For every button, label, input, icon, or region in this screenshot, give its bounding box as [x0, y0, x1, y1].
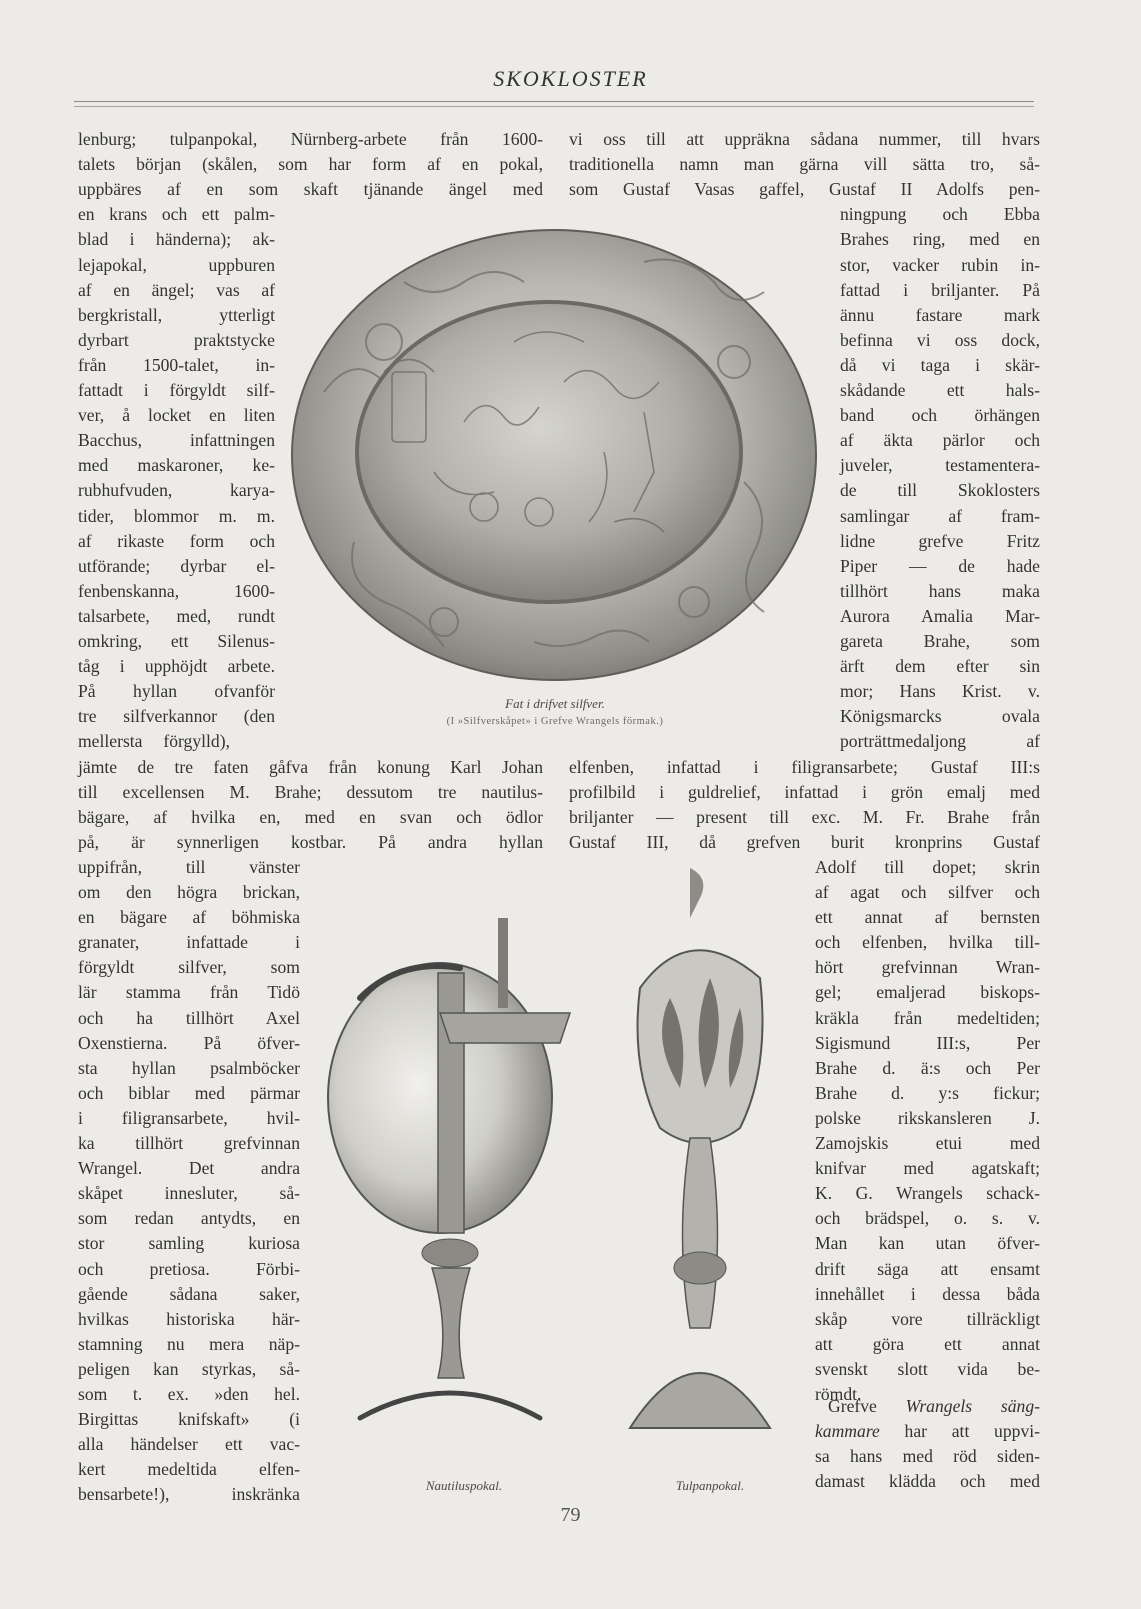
left-col-line: Bacchus, infattningen — [78, 430, 275, 451]
right-col-line: skåp vore tillräckligt — [815, 1308, 1040, 1329]
left-col-line: som t. ex. »den hel. — [78, 1384, 300, 1404]
right-col-line: af agat och silfver och — [815, 882, 1040, 902]
right-col-line: Man kan utan öfver- — [815, 1233, 1040, 1254]
silver-platter-illustration — [284, 222, 824, 688]
right-last-line-1: Grefve Wrangels säng- — [828, 1396, 1040, 1416]
tulip-angel-stem — [683, 1138, 718, 1328]
left-col-line: bergkristall, ytterligt — [78, 304, 275, 325]
right-col-line: fattad i briljanter. På — [840, 279, 1040, 300]
left-col-line: Wrangel. Det andra — [78, 1158, 300, 1179]
left-col-line: alla händelser ett vac- — [78, 1434, 300, 1455]
right-col-line: Brahe d. ä:s och Per — [815, 1057, 1040, 1078]
left-col-line: sta hyllan psalmböcker — [78, 1057, 300, 1078]
header-rule-top — [74, 101, 1034, 102]
page-number: 79 — [560, 1504, 581, 1526]
left-col-line: förgyldt silfver, som — [78, 957, 300, 978]
left-col-line: tåg i upphöjdt arbete. — [78, 656, 275, 677]
right-col-line: samlingar af fram- — [840, 505, 1040, 526]
left-col-line: af rikaste form och — [78, 530, 275, 551]
right-col-line: polske rikskansleren J. — [815, 1107, 1040, 1128]
left-col-line: På hyllan ofvanför — [78, 681, 275, 702]
left-col-line: till excellensen M. Brahe; dessutom tre nautilus- — [78, 781, 543, 802]
right-col-line: kräkla från medeltiden; — [815, 1007, 1040, 1028]
right-col-line: ett annat af bernsten — [815, 907, 1040, 928]
right-col-line: hört grefvinnan Wran- — [815, 957, 1040, 978]
right-col-line: gareta Brahe, som — [840, 631, 1040, 651]
left-col-line: tider, blommor m. m. — [78, 505, 275, 526]
left-col-line: lenburg; tulpanpokal, Nürnberg-arbete från 1600- — [78, 129, 543, 149]
right-col-line: Gustaf III, då grefven burit kronprins Gustaf — [569, 831, 1040, 852]
left-col-line: utförande; dyrbar el- — [78, 555, 275, 576]
right-col-line: af äkta pärlor och — [840, 430, 1040, 451]
right-col-line: mor; Hans Krist. v. — [840, 681, 1040, 702]
nautilus-stem — [432, 1268, 470, 1378]
right-col-line: ärft dem efter sin — [840, 656, 1040, 677]
left-col-line: fattadt i förgyldt silf- — [78, 380, 275, 400]
right-col-line: Brahe d. y:s fickur; — [815, 1082, 1040, 1103]
right-col-line: porträttmedaljong af — [840, 731, 1040, 752]
italic-phrase-2: kammare — [815, 1421, 880, 1441]
nautilus-knop — [422, 1239, 478, 1267]
left-col-line: omkring, ett Silenus- — [78, 631, 275, 651]
left-col-line: kert medeltida elfen- — [78, 1459, 300, 1480]
nautilus-finial — [498, 918, 508, 1008]
running-header: SKOKLOSTER — [493, 66, 648, 91]
right-last-line-4: damast klädda och med — [815, 1471, 1040, 1491]
header-rule-bottom — [74, 106, 1034, 107]
nautilus-foot — [360, 1393, 540, 1418]
left-col-line: bägare, af hvilka en, med en svan och ödlor — [78, 806, 543, 827]
left-col-line: blad i händerna); ak- — [78, 229, 275, 250]
left-col-line: med maskaroner, ke- — [78, 455, 275, 476]
right-col-line: och brädspel, o. s. v. — [815, 1208, 1040, 1229]
left-col-line: ver, å locket en liten — [78, 405, 275, 426]
left-col-line: granater, infattade i — [78, 932, 300, 953]
nautilus-caption: Nautiluspokal. — [425, 1478, 503, 1493]
left-col-line: jämte de tre faten gåfva från konung Karl Johan — [78, 756, 543, 777]
italic-phrase-1: Wrangels säng- — [905, 1396, 1040, 1416]
left-col-line: stor samling kuriosa — [78, 1233, 300, 1254]
nautilus-lid — [440, 1013, 570, 1043]
right-col-line: briljanter — present till exc. M. Fr. Brahe från — [569, 806, 1040, 827]
right-col-line: som Gustaf Vasas gaffel, Gustaf II Adolfs pen- — [569, 179, 1040, 200]
left-col-line: i filigransarbete, hvil- — [78, 1107, 300, 1128]
right-col-line: då vi taga i skär- — [840, 354, 1040, 375]
left-col-line: Oxenstierna. På öfver- — [78, 1032, 300, 1053]
left-col-line: af en ängel; vas af — [78, 279, 275, 300]
left-col-line: dyrbart praktstycke — [78, 329, 275, 350]
left-col-line: en bägare af böhmiska — [78, 907, 300, 928]
left-col-line: talsarbete, med, rundt — [78, 605, 275, 626]
right-col-line: römdt. — [815, 1384, 862, 1404]
left-col-line: från 1500-talet, in- — [78, 354, 275, 375]
right-col-line: Piper — de hade — [840, 555, 1040, 576]
right-col-line: skådande ett hals- — [840, 380, 1040, 400]
left-col-line: uppifrån, till vänster — [78, 856, 300, 877]
right-col-line: Sigismund III:s, Per — [815, 1032, 1040, 1053]
tulip-knop — [674, 1252, 726, 1284]
right-col-line: Brahes ring, med en — [840, 229, 1040, 250]
right-col-line: tillhört hans maka — [840, 580, 1040, 601]
right-col-line: drift säga att ensamt — [815, 1258, 1040, 1279]
right-col-line: de till Skoklosters — [840, 480, 1040, 501]
left-col-line: tre silfverkannor (den — [78, 706, 275, 727]
left-col-line: fenbenskanna, 1600- — [78, 580, 275, 601]
nautilus-mount-band — [438, 973, 464, 1233]
left-col-line: och pretiosa. Förbi- — [78, 1258, 300, 1279]
left-col-line: lär stamma från Tidö — [78, 982, 300, 1003]
tulip-foot — [630, 1373, 770, 1428]
right-last-line-3: sa hans med röd siden- — [815, 1446, 1040, 1466]
right-col-line: juveler, testamentera- — [840, 455, 1040, 476]
platter-caption-title: Fat i drifvet silfver. — [505, 696, 605, 711]
left-col-line: mellersta förgylld), — [78, 731, 230, 752]
right-col-line: traditionella namn man gärna vill sätta tro, så- — [569, 154, 1040, 175]
platter-well — [357, 302, 741, 602]
right-col-line: ningpung och Ebba — [840, 204, 1040, 225]
left-col-line: som redan antydts, en — [78, 1208, 300, 1229]
left-col-line: en krans och ett palm- — [78, 204, 275, 225]
right-col-line: knifvar med agatskaft; — [815, 1158, 1040, 1179]
left-col-line: bensarbete!), inskränka — [78, 1484, 300, 1505]
right-col-line: Adolf till dopet; skrin — [815, 856, 1040, 877]
right-col-line: profilbild i guldrelief, infattad i grön emalj med — [569, 781, 1040, 802]
left-col-line: ka tillhört grefvinnan — [78, 1133, 300, 1153]
left-col-line: om den högra brickan, — [78, 882, 300, 902]
left-col-line: lejapokal, uppburen — [78, 254, 275, 275]
right-col-line: elfenben, infattad i filigransarbete; Gustaf III:s — [569, 756, 1040, 777]
right-col-line: ännu fastare mark — [840, 304, 1040, 325]
right-col-line: innehållet i dessa båda — [815, 1283, 1040, 1304]
left-col-line: talets början (skålen, som har form af en pokal, — [78, 154, 543, 175]
left-col-line: peligen kan styrkas, så- — [78, 1358, 300, 1379]
platter-caption-subtitle: (I »Silfverskåpet» i Grefve Wrangels förmak.) — [446, 716, 664, 727]
right-col-line: stor, vacker rubin in- — [840, 254, 1040, 275]
left-col-line: rubhufvuden, karya- — [78, 480, 275, 501]
tulip-lid-figure — [690, 868, 703, 918]
left-col-line: skåpet innesluter, så- — [78, 1183, 300, 1204]
right-col-line: Zamojskis etui med — [815, 1133, 1040, 1153]
right-col-line: lidne grefve Fritz — [840, 530, 1040, 551]
left-col-line: hvilkas historiska här- — [78, 1308, 300, 1329]
left-col-line: uppbäres af en som skaft tjänande ängel med — [78, 179, 543, 200]
right-col-line: att göra ett annat — [815, 1333, 1040, 1354]
left-col-line: stamning nu mera näp- — [78, 1333, 300, 1354]
left-col-line: gående sådana saker, — [78, 1283, 300, 1304]
right-last-line-2: kammare har att uppvi- — [815, 1421, 1040, 1441]
left-col-line: och biblar med pärmar — [78, 1082, 300, 1103]
left-col-line: Birgittas knifskaft» (i — [78, 1409, 300, 1430]
right-col-line: gel; emaljerad biskops- — [815, 982, 1040, 1003]
left-col-line: och ha tillhört Axel — [78, 1007, 300, 1028]
right-col-line: Königsmarcks ovala — [840, 706, 1040, 727]
right-col-line: befinna vi oss dock, — [840, 329, 1040, 350]
tulip-caption: Tulpanpokal. — [675, 1478, 745, 1493]
left-col-line: på, är synnerligen kostbar. På andra hyllan — [78, 831, 543, 852]
nautilus-cup-illustration — [320, 918, 600, 1438]
right-col-line: och elfenben, hvilka till- — [815, 932, 1040, 953]
right-col-line: band och örhängen — [840, 405, 1040, 426]
tulip-cup-illustration — [610, 868, 790, 1438]
right-col-line: Aurora Amalia Mar- — [840, 605, 1040, 626]
right-col-line: K. G. Wrangels schack- — [815, 1183, 1040, 1204]
right-col-line: svenskt slott vida be- — [815, 1358, 1040, 1379]
right-col-line: vi oss till att uppräkna sådana nummer, till hvars — [569, 129, 1040, 149]
